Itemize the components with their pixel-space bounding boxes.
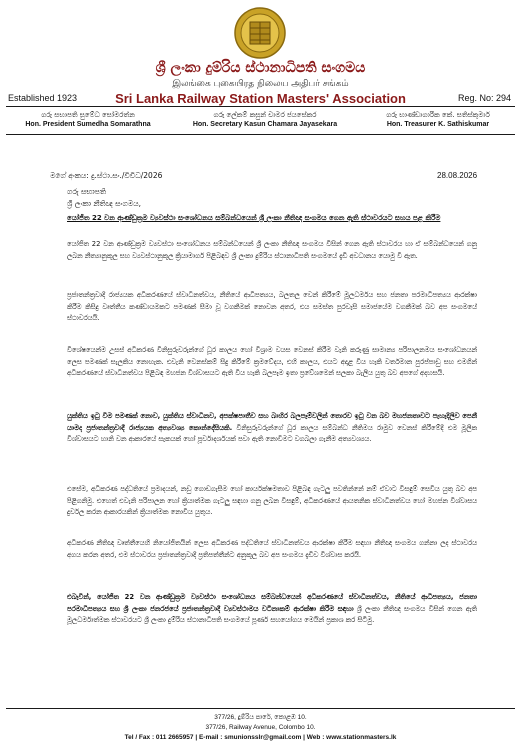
officer-title-en: Hon. Treasurer K. Sathiskumar xyxy=(386,121,490,128)
registration-number: Reg. No: 294 xyxy=(457,93,511,103)
paragraph-4-text: විනිසුරුවරුන්ගේ ධූර කාලය සම්බන්ධ නීතිමය රාමුව වෙනස් කිරීමේදී එම මූලික විශ්වාසයට හානි වන ආකාරයේ සැකයක් හෝ පූර්වාදර්ශයක් පවා ඇති නොවීමට වගබලා ගැනීම අත්‍යවශ්‍යය. xyxy=(67,423,477,443)
officer-title-si: ගරු භාණ්ඩාගාරික කේ. සතිස්කුමාර් xyxy=(386,111,490,119)
paragraph-2: ප්‍රජාතන්ත්‍රවාදී රාජ්‍යයක අධිකරණයේ ස්වාධීනත්වය, නීතියේ ආධිපත්‍යය, බලතල වෙන් කිරීමේ මූලධර්මය සහ ජනතා පරමාධිපත්‍යය ආරක්ෂා කිරීම කිසිදු වෘත්තීය කණ්ඩායමකට පමණක් සීමා වූ වගකීමක් නොවන අතර, එය සමස්ත පුරවැසි සමාජයේම වගකීමක් බව අප සංගමයේ ස්ථාවරයයි. xyxy=(67,291,477,322)
officer-title-en: Hon. Secretary Kasun Chamara Jayasekara xyxy=(192,121,338,128)
officers-divider xyxy=(6,134,515,135)
paragraph-3: විශේෂයෙන්ම උසස් අධිකරණ විනිසුරුවරුන්ගේ ධූර කාලය හෝ විශ්‍රාම වයස වෙනස් කිරීම වැනි කරුණු සාමාන්‍ය පරිපාලනමය සංශෝධනයන් ලෙස පමණක් සැලකිය නොහැක. එවැනි වෙනස්කම් සිදු කිරීමේ ක්‍රමවේදය, එහි කාලය, එයට අදාළ විය හැකි වර්තමාන පුරප්පාඩු සහ එමගින් අධිකරණයේ ස්වාධීනත්වය පිළිබඳ මහජන විශ්වාසයට ඇති විය හැකි බලපෑම ඉතා ප්‍රවේශමෙන් සලකා බැලිය යුතු බව අපගේ අදහසයි. xyxy=(67,346,477,377)
paragraph-1: යෝජිත 22 වන ආණ්ඩුක්‍රම ව්‍යවස්ථා සංශෝධනය සම්බන්ධයෙන් ශ්‍රී ලංකා නීතිඥ සංගමය විසින් ගෙන ඇති ස්ථාවරය හා ඒ සම්බන්ධයෙන් ගනු ලබන නීත්‍යානුකූල සහ ව්‍යවස්ථානුකූල ක්‍රියාමාර්ග පිළිබඳව ශ්‍රී ලංකා දුම්රිය ස්ථානාධිපති සංගමයේ දැඩි අවධානය යොමු වී ඇත. xyxy=(67,240,477,260)
association-emblem-icon xyxy=(233,6,287,60)
officer-title-si: ගරු සභාපති සුමේධ සෝමරත්න xyxy=(41,111,135,119)
footer-address-si: 377/26, දුම්රිය පාරේ, කොළඹ 10. xyxy=(214,714,307,721)
header-divider xyxy=(6,106,515,107)
footer-contact: Tel / Fax : 011 2665957 | E-mail : smunionsslr@gmail.com | Web : www.stationmasters.lk xyxy=(124,734,397,741)
association-name-english: Sri Lanka Railway Station Masters' Association xyxy=(115,91,406,106)
association-name-tamil: இலங்கை புகையிரத நிலைய அதிபர் சங்கம் xyxy=(172,79,349,89)
officer-title-si: ගරු ලේකම් කසුන් චාමර ජයසේකර xyxy=(213,111,317,119)
officer-treasurer xyxy=(362,110,514,130)
established-year: Established 1923 xyxy=(8,93,78,103)
letter-subject: යෝජිත 22 වන ආණ්ඩුක්‍රම ව්‍යවස්ථා සංශෝධනය සම්බන්ධයෙන් ශ්‍රී ලංකා නීතිඥ සංගමය ගෙන ඇති ස්ථාවරයට සහය පළ කිරීම xyxy=(67,214,441,222)
addressee-organization: ශ්‍රී ලංකා නීතිඥ සංගමය, xyxy=(67,199,141,208)
reference-number: මගේ අංකය: දු.ස්ථා.සං./විවිධ/2026 xyxy=(50,171,163,180)
paragraph-7 xyxy=(67,592,477,627)
addressee-title: ගරු සභාපති xyxy=(67,187,106,196)
officer-president xyxy=(8,110,168,130)
paragraph-7-text: ශ්‍රී ලංකා නීතිඥ සංගමය විසින් ගෙන ඇති මූලධර්මාත්මක ස්ථාවරයට ශ්‍රී ලංකා දුම්රිය ස්ථානාධිපති සංගමයේ පූර්ණ සහයෝගය මෙයින් ප්‍රකාශ කර සිටිමු. xyxy=(67,604,478,624)
paragraph-7-emphasis: එබැවින්, යෝජිත 22 වන ආණ්ඩුක්‍රම ව්‍යවස්ථා සංශෝධනය සම්බන්ධයෙන් අධිකරණයේ ස්වාධීනත්වය, නීතියේ ආධිපත්‍යය, ජනතා පරමාධිපත්‍යය සහ ශ්‍රී ලංකා ජනරජයේ ප්‍රජාතන්ත්‍රවාදී ව්‍යවස්ථාමය වටිනාකම් ආරක්ෂා කිරීම සඳහා xyxy=(67,593,477,613)
paragraph-4-emphasis: යුක්තිය ඉටු වීම පමණක් නොව, යුක්තිය ස්වාධීනව, අපක්ෂපාතීව සහ බාහිර බලපෑම්වලින් තොරව ඉටු වන බව මහජනතාවට පැහැදිලිව පෙනී යාමද ප්‍රජාතන්ත්‍රවාදී රාජ්‍යයක අත්‍යවශ්‍ය කොන්දේසියකි. xyxy=(67,412,477,432)
officer-secretary xyxy=(180,110,350,130)
addressee-block xyxy=(67,186,141,210)
footer xyxy=(0,713,521,743)
paragraph-5: එසේම, අධිකරණ පද්ධතියේ ප්‍රමාදයන්, නඩු ගොඩගැසීම හෝ කාර්යක්ෂමතාව පිළිබඳ ගැටලු පවතින්නේ නම් ඒවාට විසඳුම් සෙවිය යුතු බව අප පිළිගනිමු. එහෙත් එවැනි පරිපාලන හෝ ක්‍රියාත්මක ගැටලු සඳහා ගනු ලබන විසඳුම්, අධිකරණයේ ආයතනික ස්වාධීනත්වය හෝ මහජන විශ්වාසය දුර්වල කරන ආකාරයකින් ක්‍රියාත්මක නොවිය යුතුය. xyxy=(67,485,477,516)
footer-divider xyxy=(6,708,515,709)
paragraph-6: අධිකරණ නීතිඥ වෘත්තීයෙහි නියෝජිතයින් ලෙස අධිකරණ පද්ධතියේ ස්වාධීනත්වය ආරක්ෂා කිරීම සඳහා නීතිඥ සංගමය ගන්නා ලද ස්ථාවරය අගය කරන අතර, එම ස්ථාවරය ප්‍රජාතන්ත්‍රවාදී ප්‍රතිපත්තීන්ට අනුකූල බව අප සංගමය දැඩිව විශ්වාස කරයි. xyxy=(67,539,477,559)
paragraph-4 xyxy=(67,411,477,446)
footer-address-en: 377/26, Railway Avenue, Colombo 10. xyxy=(205,724,316,731)
officer-title-en: Hon. President Sumedha Somarathna xyxy=(25,121,151,128)
letter-date: 28.08.2026 xyxy=(437,171,478,180)
association-name-sinhala: ශ්‍රී ලංකා දුම්රිය ස්ථානාධිපති සංගමය xyxy=(155,60,366,76)
